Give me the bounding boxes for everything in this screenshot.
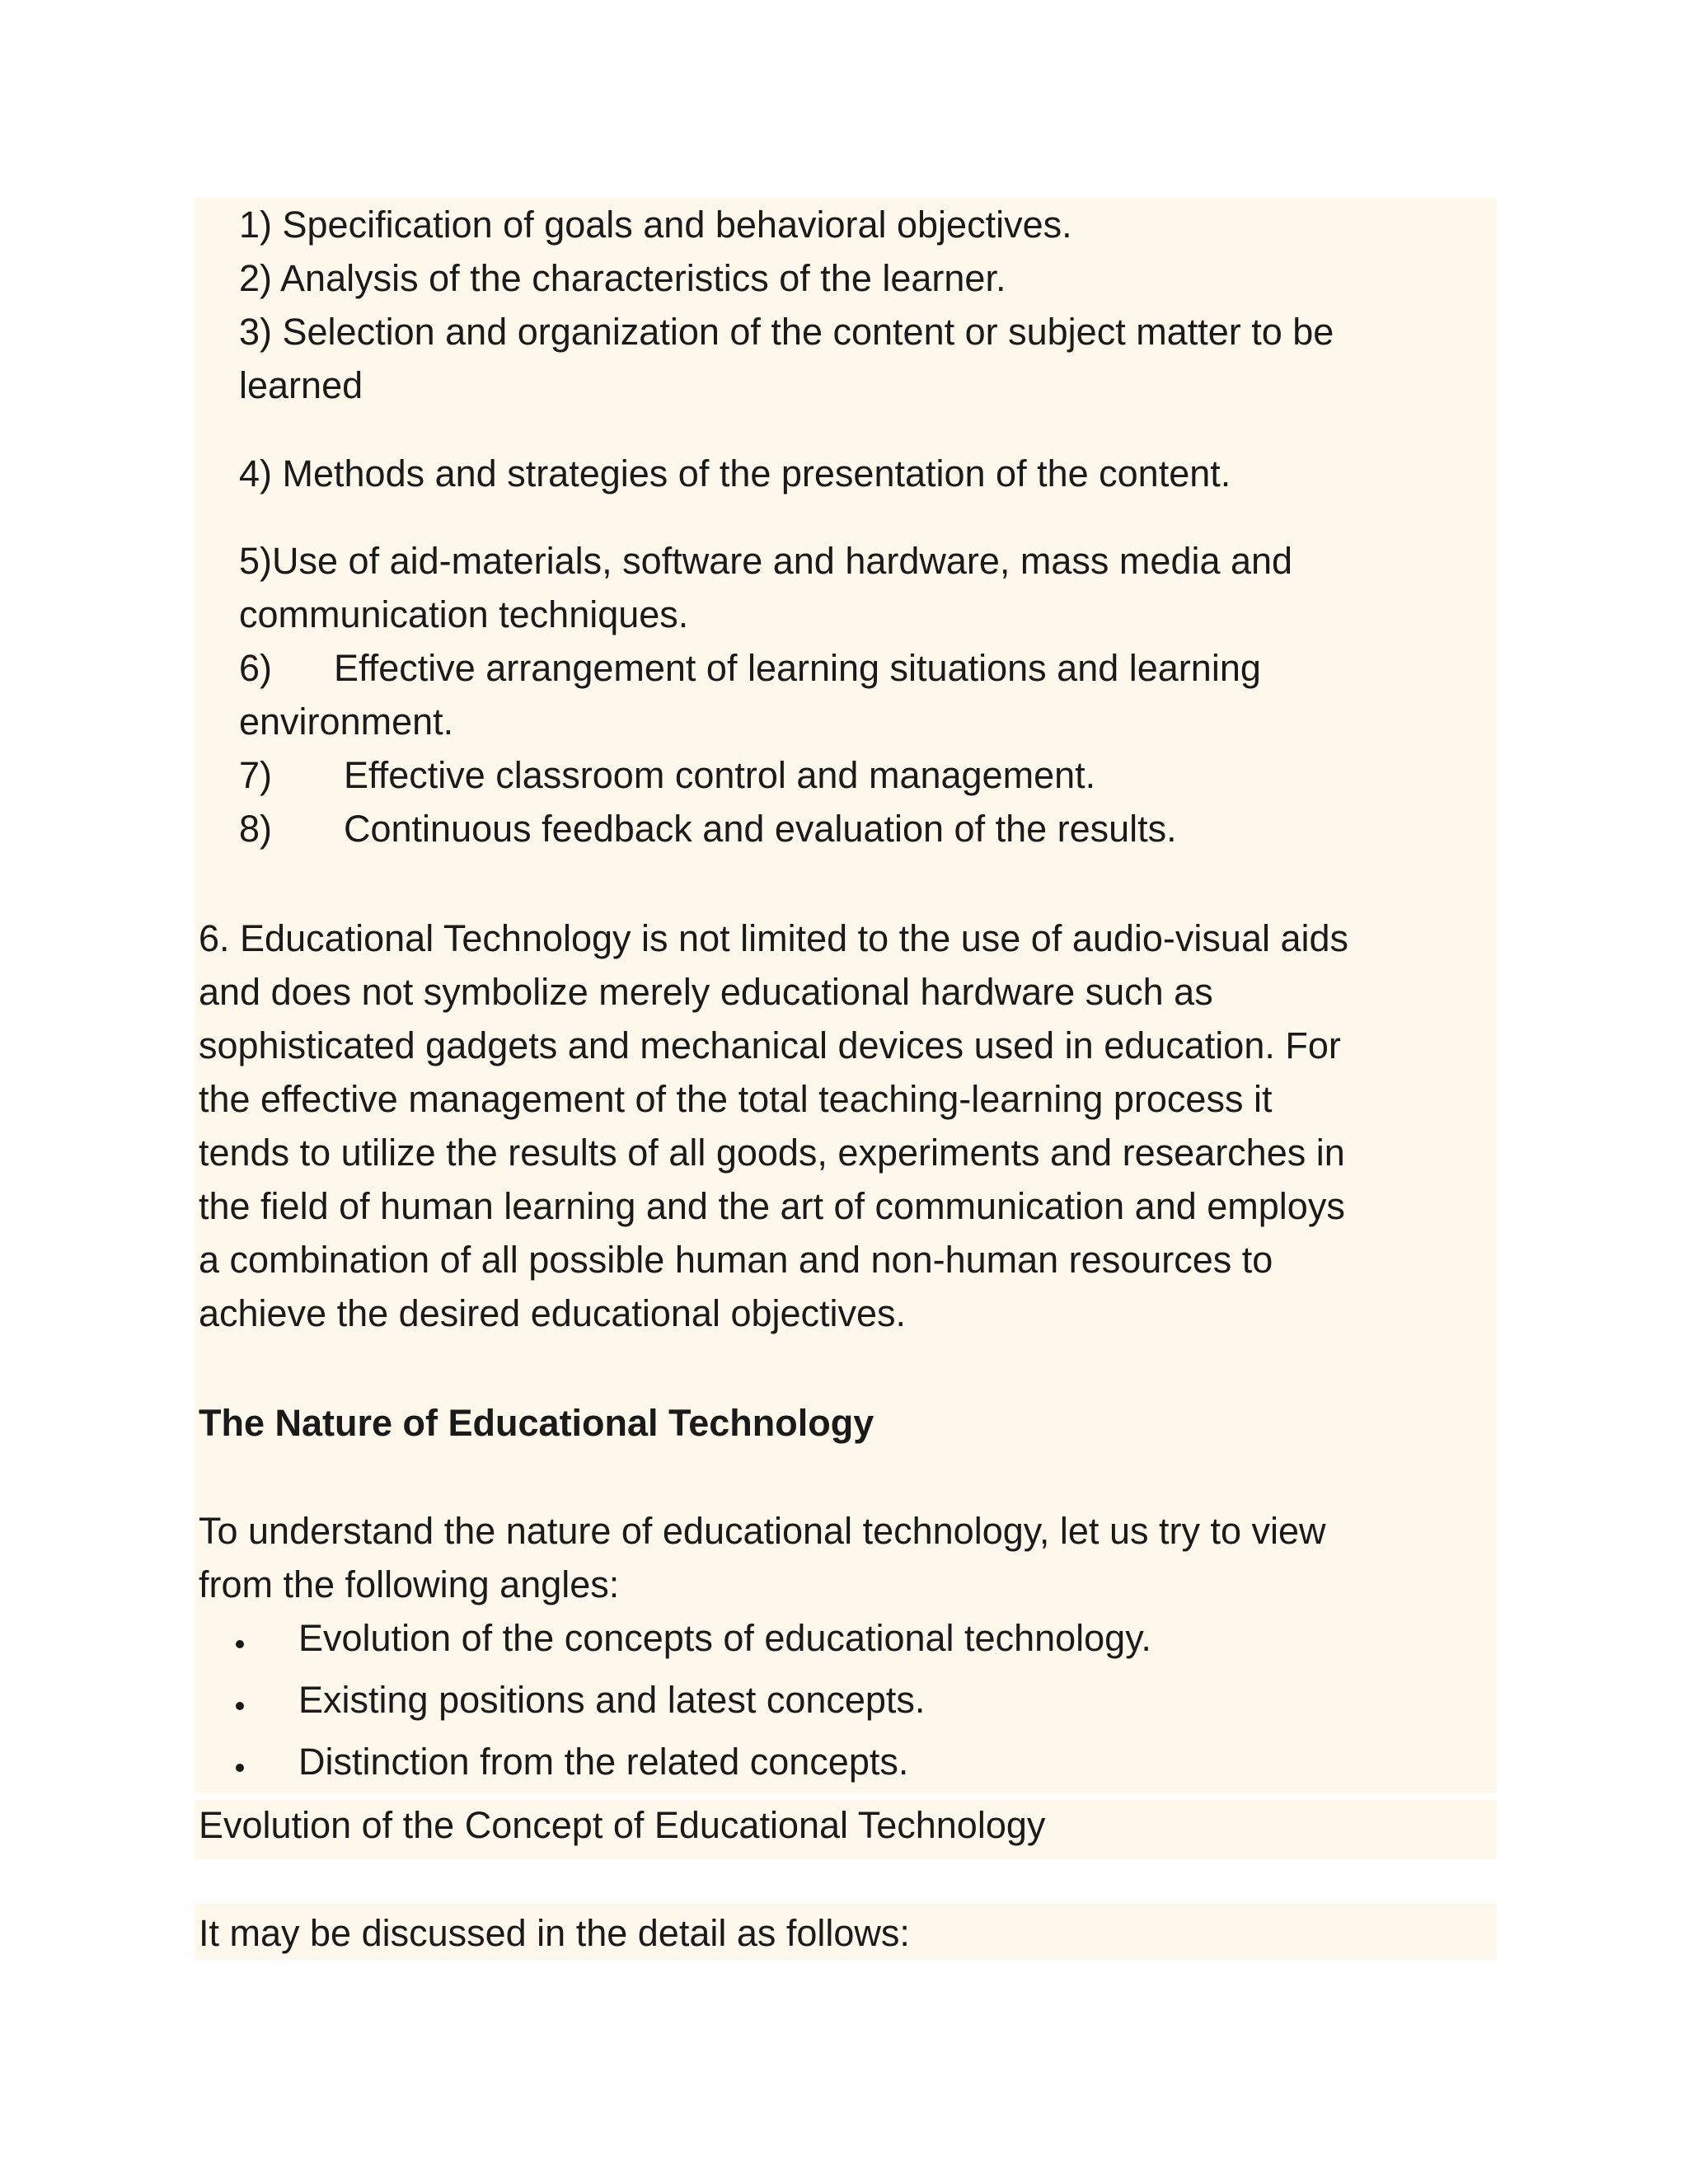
- bullet-item-3: Distinction from the related concepts.: [298, 1741, 909, 1783]
- section-heading-nature: The Nature of Educational Technology: [199, 1402, 874, 1444]
- paragraph-6-line-6: the field of human learning and the art of communication and employs: [199, 1185, 1345, 1227]
- list-item-7-number: 7): [239, 754, 273, 796]
- bullet-item-2: Existing positions and latest concepts.: [298, 1679, 926, 1721]
- nature-intro-line-1: To understand the nature of educational technology, let us try to view: [199, 1510, 1326, 1552]
- paragraph-6-line-7: a combination of all possible human and non-human resources to: [199, 1239, 1273, 1281]
- list-item-4: 4) Methods and strategies of the presentation of the content.: [239, 452, 1231, 494]
- list-item-3-line-1: 3) Selection and organization of the content or subject matter to be: [239, 311, 1334, 353]
- list-item-8-text: Continuous feedback and evaluation of the results.: [344, 808, 1177, 850]
- paragraph-6-line-8: achieve the desired educational objectives.: [199, 1292, 907, 1334]
- paragraph-6-line-3: sophisticated gadgets and mechanical devices used in education. For: [199, 1024, 1341, 1066]
- list-item-6-line-2: environment.: [239, 701, 454, 743]
- list-item-5-line-2: communication techniques.: [239, 593, 689, 635]
- paragraph-6-line-1: 6. Educational Technology is not limited to the use of audio-visual aids: [199, 917, 1349, 959]
- nature-intro-line-2: from the following angles:: [199, 1563, 620, 1605]
- bullet-dot-icon: [236, 1640, 244, 1648]
- bullet-dot-icon: [236, 1764, 244, 1772]
- list-item-8-number: 8): [239, 808, 273, 850]
- paragraph-6-line-5: tends to utilize the results of all goods, experiments and researches in: [199, 1132, 1345, 1174]
- list-item-6-line-1: Effective arrangement of learning situations and learning: [334, 647, 1261, 689]
- evolution-text: It may be discussed in the detail as follows:: [199, 1912, 910, 1954]
- list-item-5-line-1: 5)Use of aid-materials, software and hardware, mass media and: [239, 540, 1293, 582]
- list-item-2: 2) Analysis of the characteristics of the learner.: [239, 257, 1006, 299]
- section-heading-evolution: Evolution of the Concept of Educational Technology: [199, 1804, 1046, 1846]
- bullet-item-1: Evolution of the concepts of educational technology.: [298, 1617, 1151, 1659]
- list-item-6-number: 6): [239, 647, 273, 689]
- paragraph-6-line-4: the effective management of the total teaching-learning process it: [199, 1078, 1273, 1120]
- bullet-dot-icon: [236, 1702, 244, 1710]
- list-item-3-line-2: learned: [239, 364, 363, 406]
- paragraph-6-line-2: and does not symbolize merely educational hardware such as: [199, 971, 1213, 1013]
- list-item-1: 1) Specification of goals and behavioral objectives.: [239, 204, 1072, 246]
- list-item-7-text: Effective classroom control and management.: [344, 754, 1096, 796]
